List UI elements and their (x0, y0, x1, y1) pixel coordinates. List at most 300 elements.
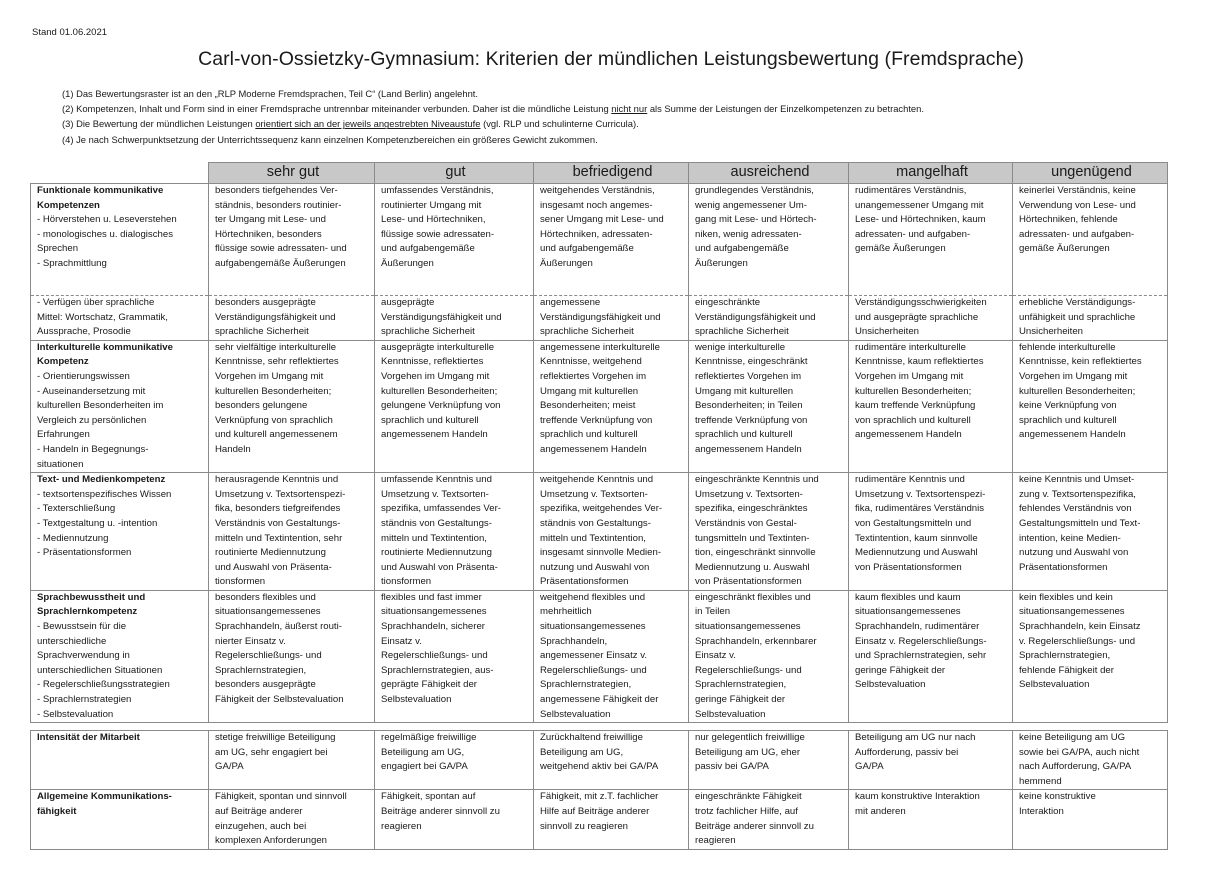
criterion-cell (375, 184, 534, 296)
criterion-label (31, 731, 209, 790)
cell-text: Aufforderung, passiv bei (855, 746, 959, 758)
criterion-cell (534, 340, 689, 472)
cell-text: routinierte Mediennutzung (215, 547, 326, 559)
criterion-subitem: situationen (37, 458, 84, 470)
criterion-subitem: - Selbstevaluation (37, 708, 114, 720)
cell-text: keine konstruktive (1019, 791, 1096, 803)
note-item (62, 101, 924, 116)
cell-text: Unsicherheiten (1019, 326, 1083, 338)
criterion-cell (1013, 731, 1168, 790)
cell-text: angemessene Fähigkeit der (540, 694, 659, 706)
cell-text: Beiträge anderer sinnvoll zu (381, 805, 500, 817)
criterion-subitem: Sprachverwendung in (37, 650, 130, 662)
cell-text: von Präsentationsformen (855, 561, 962, 573)
criterion-cell (375, 473, 534, 591)
cell-text: Präsentationsformen (540, 576, 629, 588)
cell-text: sprachlich und kulturell (695, 429, 793, 441)
cell-text: situationsangemessenes (215, 606, 321, 618)
cell-text: gang mit Lese- und Hörtech- (695, 214, 817, 226)
cell-text: geringe Fähigkeit der (855, 664, 946, 676)
cell-text: geprägte Fähigkeit der (381, 679, 477, 691)
criterion-cell (689, 790, 849, 850)
cell-text: am UG, sehr engagiert bei (215, 746, 328, 758)
criterion-cell (534, 184, 689, 296)
criterion-cell (849, 296, 1013, 341)
notes-list (62, 86, 924, 147)
note-text: (2) Kompetenzen, Inhalt und Form sind in einer Fremdsprache untrennbar miteinander verbunden. Daher ist die mündliche Leistung (62, 103, 612, 115)
cell-text: Sprachlernstrategien, (540, 679, 632, 691)
cell-text: Mediennutzung u. Auswahl (695, 561, 810, 573)
cell-text: Lese- und Hörtechniken, (381, 214, 486, 226)
cell-text: weitgehendes Verständnis, (540, 185, 655, 196)
cell-text: tungsmitteln und Textinten- (695, 532, 810, 544)
cell-text: flüssige sowie adressaten- (381, 228, 495, 240)
criterion-subitem: - Verfügen über sprachliche (37, 297, 155, 308)
criterion-subitem: - monologisches u. dialogisches (37, 228, 173, 240)
criterion-cell (209, 340, 375, 472)
grade-header-row (31, 163, 1168, 184)
cell-text: Sprachhandeln, erkennbarer (695, 635, 817, 647)
criterion-title: Sprachlernkompetenz (37, 606, 138, 618)
criterion-cell (1013, 473, 1168, 591)
criterion-cell (689, 590, 849, 722)
criterion-subitem: - Orientierungswissen (37, 370, 130, 382)
criterion-cell (209, 473, 375, 591)
criterion-cell (1013, 590, 1168, 722)
grade-header-befriedigend: befriedigend (534, 163, 689, 184)
cell-text: auf Beiträge anderer (215, 805, 303, 817)
criterion-row (31, 340, 1168, 472)
cell-text: ausgeprägte (381, 297, 435, 308)
cell-text: Besonderheiten; in Teilen (695, 400, 803, 412)
cell-text: ständnis von Gestaltungs- (381, 517, 492, 529)
criterion-title: fähigkeit (37, 805, 77, 817)
cell-text: umfassende Kenntnis und (381, 474, 492, 486)
cell-text: GA/PA (855, 761, 884, 773)
cell-text: keine Beteiligung am UG (1019, 732, 1126, 743)
criterion-cell (1013, 296, 1168, 341)
cell-text: Verständnis von Gestal- (695, 517, 797, 529)
cell-text: situationsangemessenes (381, 606, 487, 618)
criterion-cell (849, 790, 1013, 850)
criterion-subitem: - Mediennutzung (37, 532, 109, 544)
cell-text: von Präsentationsformen (695, 576, 802, 588)
cell-text: kaum konstruktive Interaktion (855, 791, 980, 803)
cell-text: fika, besonders tiefgreifendes (215, 503, 341, 515)
criterion-cell (209, 731, 375, 790)
cell-text: Beteiligung am UG, (540, 746, 624, 758)
cell-text: routinierte Mediennutzung (381, 547, 492, 559)
cell-text: Selbstevaluation (1019, 679, 1090, 691)
cell-text: Fähigkeit, spontan und sinnvoll (215, 791, 347, 803)
cell-text: situationsangemessenes (855, 606, 961, 618)
cell-text: Lese- und Hörtechniken, kaum (855, 214, 986, 226)
cell-text: Umgang mit kulturellen (540, 385, 639, 397)
cell-text: ständnis von Gestaltungs- (540, 517, 651, 529)
cell-text: fehlende interkulturelle (1019, 341, 1116, 353)
cell-text: Kenntnisse, kaum reflektiertes (855, 356, 984, 368)
grade-header-ungenuegend: ungenügend (1013, 163, 1168, 184)
cell-text: mehrheitlich (540, 606, 592, 618)
criterion-label (31, 184, 209, 296)
criterion-subitem: - Regelerschließungsstrategien (37, 679, 170, 691)
cell-text: Beteiligung am UG nur nach (855, 732, 976, 743)
criterion-subitem: - Handeln in Begegnungs- (37, 443, 149, 455)
cell-text: weitgehende Kenntnis und (540, 474, 654, 486)
criterion-subitem: Aussprache, Prosodie (37, 326, 131, 338)
cell-text: sprachliche Sicherheit (381, 326, 475, 338)
cell-text: mitteln und Textintention, (540, 532, 646, 544)
participation-row (31, 790, 1168, 850)
criterion-cell (534, 473, 689, 591)
cell-text: Sprachlernstrategien, aus- (381, 664, 494, 676)
criterion-cell (209, 184, 375, 296)
criterion-subitem: - Sprachmittlung (37, 257, 107, 269)
cell-text: Hörtechniken, fehlende (1019, 214, 1118, 226)
criterion-label (31, 790, 209, 850)
cell-text: Verständigungsfähigkeit und (695, 311, 816, 323)
criterion-cell (375, 296, 534, 341)
cell-text: ausgeprägte interkulturelle (381, 341, 495, 353)
cell-text: und Auswahl von Präsenta- (215, 561, 332, 573)
criterion-cell (209, 296, 375, 341)
cell-text: engagiert bei GA/PA (381, 761, 468, 773)
cell-text: Einsatz v. (381, 635, 422, 647)
cell-text: und aufgabengemäße (540, 243, 634, 255)
cell-text: nierter Einsatz v. (215, 635, 286, 647)
note-item (62, 116, 924, 131)
cell-text: besonders tiefgehendes Ver- (215, 185, 338, 196)
criterion-row (31, 184, 1168, 296)
cell-text: ter Umgang mit Lese- und (215, 214, 326, 226)
cell-text: besonders ausgeprägte (215, 297, 316, 308)
cell-text: Sprachhandeln, rudimentärer (855, 621, 980, 633)
cell-text: in Teilen (695, 606, 731, 618)
grade-header-ausreichend: ausreichend (689, 163, 849, 184)
criterion-cell (209, 590, 375, 722)
criterion-title: Allgemeine Kommunikations- (37, 791, 172, 803)
criteria-table (30, 162, 1168, 723)
cell-text: angemessenem Handeln (855, 429, 962, 441)
cell-text: niken, wenig adressaten- (695, 228, 802, 240)
note-item (62, 132, 924, 147)
criterion-cell (1013, 790, 1168, 850)
cell-text: weitgehend aktiv bei GA/PA (540, 761, 659, 773)
cell-text: spezifika, eingeschränktes (695, 503, 808, 515)
cell-text: Umsetzung v. Textsortenspezi- (215, 488, 346, 500)
criterion-subitem: - Auseinandersetzung mit (37, 385, 146, 397)
cell-text: Zurückhaltend freiwillige (540, 732, 643, 743)
cell-text: einzugehen, auch bei (215, 820, 307, 832)
cell-text: Sprachlernstrategien, (215, 664, 307, 676)
cell-text: Verständigungsschwierigkeiten (855, 297, 987, 308)
cell-text: keinerlei Verständnis, keine (1019, 185, 1136, 196)
criterion-title: Kompetenz (37, 356, 89, 368)
cell-text: und aufgabengemäße (381, 243, 475, 255)
criterion-row (31, 473, 1168, 591)
criterion-title: Text- und Medienkompetenz (37, 474, 166, 486)
criterion-cell (849, 590, 1013, 722)
cell-text: tionsformen (381, 576, 432, 588)
cell-text: sprachliche Sicherheit (215, 326, 309, 338)
criterion-cell (849, 731, 1013, 790)
note-emphasis: nicht nur (611, 103, 648, 115)
cell-text: Fähigkeit der Selbstevaluation (215, 694, 344, 706)
criterion-cell (689, 184, 849, 296)
cell-text: Umsetzung v. Textsorten- (381, 488, 489, 500)
cell-text: sinnvoll zu reagieren (540, 820, 628, 832)
date-stamp: Stand 01.06.2021 (32, 27, 108, 38)
cell-text: angemessener Einsatz v. (540, 650, 648, 662)
cell-text: keine Kenntnis und Umset- (1019, 474, 1135, 486)
cell-text: unangemessener Umgang mit (855, 199, 984, 211)
cell-text: von Gestaltungsmitteln und (855, 517, 972, 529)
cell-text: Beiträge anderer sinnvoll zu (695, 820, 814, 832)
cell-text: Selbstevaluation (381, 694, 452, 706)
cell-text: passiv bei GA/PA (695, 761, 769, 773)
note-text: (3) Die Bewertung der mündlichen Leistungen (62, 118, 256, 130)
criterion-row (31, 590, 1168, 722)
cell-text: Besonderheiten; meist (540, 400, 636, 412)
cell-text: Selbstevaluation (540, 708, 611, 720)
cell-text: erhebliche Verständigungs- (1019, 297, 1136, 308)
cell-text: kulturellen Besonderheiten; (215, 385, 332, 397)
criterion-cell (534, 296, 689, 341)
cell-text: Sprachlernstrategien, (1019, 650, 1111, 662)
cell-text: spezifika, weitgehendes Ver- (540, 503, 663, 515)
cell-text: herausragende Kenntnis und (215, 474, 339, 486)
cell-text: flüssige sowie adressaten- und (215, 243, 347, 255)
cell-text: besonders ausgeprägte (215, 679, 316, 691)
cell-text: zung v. Textsortenspezifika, (1019, 488, 1136, 500)
grade-header-mangelhaft: mangelhaft (849, 163, 1013, 184)
cell-text: adressaten- und aufgaben- (855, 228, 971, 240)
page-title: Carl-von-Ossietzky-Gymnasium: Kriterien der mündlichen Leistungsbewertung (Fremdsprache) (198, 48, 1024, 70)
criterion-cell (1013, 340, 1168, 472)
cell-text: eingeschränkte Kenntnis und (695, 474, 819, 486)
cell-text: Verknüpfung von sprachlich (215, 414, 333, 426)
criterion-subitem: Sprechen (37, 243, 79, 255)
cell-text: trotz fachlicher Hilfe, auf (695, 805, 798, 817)
cell-text: Regelerschließungs- und (381, 650, 488, 662)
cell-text: gemäße Äußerungen (1019, 243, 1110, 255)
criterion-row (31, 296, 1168, 341)
cell-text: fika, rudimentäres Verständnis (855, 503, 985, 515)
cell-text: Hörtechniken, besonders (215, 228, 322, 240)
cell-text: besonders flexibles und (215, 591, 316, 603)
participation-table (30, 730, 1168, 850)
cell-text: GA/PA (215, 761, 244, 773)
criterion-subitem: Vergleich zu persönlichen (37, 414, 147, 426)
cell-text: angemessenem Handeln (1019, 429, 1126, 441)
cell-text: wenige interkulturelle (695, 341, 786, 353)
cell-text: nach Aufforderung, GA/PA (1019, 761, 1132, 773)
cell-text: von sprachlich und kulturell (855, 414, 971, 426)
criterion-subitem: - textsortenspezifisches Wissen (37, 488, 172, 500)
cell-text: Fähigkeit, mit z.T. fachlicher (540, 791, 659, 803)
criterion-subitem: - Bewusstsein für die (37, 621, 127, 633)
header-corner (31, 163, 209, 184)
cell-text: keine Verknüpfung von (1019, 400, 1117, 412)
criterion-label (31, 296, 209, 341)
cell-text: mit anderen (855, 805, 906, 817)
cell-text: rudimentäre Kenntnis und (855, 474, 965, 486)
criterion-title: Kompetenzen (37, 199, 100, 211)
cell-text: nutzung und Auswahl von (1019, 547, 1129, 559)
criterion-cell (375, 590, 534, 722)
cell-text: Verständigungsfähigkeit und (540, 311, 661, 323)
cell-text: regelmäßige freiwillige (381, 732, 477, 743)
cell-text: weitgehend flexibles und (540, 591, 646, 603)
cell-text: kaum flexibles und kaum (855, 591, 961, 603)
cell-text: reflektiertes Vorgehen im (695, 370, 802, 382)
cell-text: Äußerungen (381, 257, 434, 269)
cell-text: und Sprachlernstrategien, sehr (855, 650, 987, 662)
criterion-cell (849, 340, 1013, 472)
cell-text: kulturellen Besonderheiten; (381, 385, 498, 397)
cell-text: eingeschränkt flexibles und (695, 591, 811, 603)
cell-text: Interaktion (1019, 805, 1064, 817)
criterion-cell (534, 590, 689, 722)
criterion-label (31, 590, 209, 722)
cell-text: gemäße Äußerungen (855, 243, 946, 255)
cell-text: situationsangemessenes (540, 621, 646, 633)
cell-text: Selbstevaluation (695, 708, 766, 720)
cell-text: Verständnis von Gestaltungs- (215, 517, 341, 529)
cell-text: Äußerungen (540, 257, 593, 269)
cell-text: fehlende Fähigkeit der (1019, 664, 1114, 676)
note-text: (4) Je nach Schwerpunktsetzung der Unterrichtssequenz kann einzelnen Kompetenzbereichen ein größeres Gewicht zukommen. (62, 133, 598, 145)
cell-text: rudimentäre interkulturelle (855, 341, 966, 353)
note-item (62, 86, 924, 101)
cell-text: angemessenem Handeln (381, 429, 488, 441)
cell-text: sowie bei GA/PA, auch nicht (1019, 746, 1140, 758)
cell-text: treffende Verknüpfung von (540, 414, 653, 426)
cell-text: Kenntnisse, reflektiertes (381, 356, 484, 368)
cell-text: Vorgehen im Umgang mit (381, 370, 490, 382)
cell-text: aufgabengemäße Äußerungen (215, 257, 346, 269)
cell-text: sprachlich und kulturell (381, 414, 479, 426)
cell-text: Einsatz v. Regelerschließungs- (855, 635, 987, 647)
criterion-subitem: unterschiedliche (37, 635, 107, 647)
criterion-subitem: Mittel: Wortschatz, Grammatik, (37, 311, 168, 323)
cell-text: Selbstevaluation (855, 679, 926, 691)
cell-text: Umgang mit kulturellen (695, 385, 794, 397)
criterion-subitem: - Präsentationsformen (37, 547, 132, 559)
cell-text: situationsangemessenes (695, 621, 801, 633)
cell-text: Beteiligung am UG, eher (695, 746, 801, 758)
cell-text: geringe Fähigkeit der (695, 694, 786, 706)
criterion-cell (209, 790, 375, 850)
cell-text: eingeschränkte Fähigkeit (695, 791, 802, 803)
cell-text: spezifika, umfassendes Ver- (381, 503, 501, 515)
cell-text: insgesamt sinnvolle Medien- (540, 547, 662, 559)
criterion-cell (689, 296, 849, 341)
criterion-label (31, 473, 209, 591)
cell-text: Sprachhandeln, sicherer (381, 621, 485, 633)
cell-text: und Auswahl von Präsenta- (381, 561, 498, 573)
criterion-cell (689, 731, 849, 790)
criterion-subitem: Erfahrungen (37, 429, 90, 441)
criterion-cell (375, 790, 534, 850)
cell-text: komplexen Anforderungen (215, 835, 328, 847)
cell-text: treffende Verknüpfung von (695, 414, 808, 426)
cell-text: Vorgehen im Umgang mit (1019, 370, 1128, 382)
cell-text: nur gelegentlich freiwillige (695, 732, 805, 743)
cell-text: tionsformen (215, 576, 266, 588)
cell-text: Unsicherheiten (855, 326, 919, 338)
cell-text: umfassendes Verständnis, (381, 185, 494, 196)
cell-text: kulturellen Besonderheiten; (855, 385, 972, 397)
cell-text: tion, eingeschränkt sinnvolle (695, 547, 816, 559)
cell-text: und kulturell angemessenem (215, 429, 338, 441)
cell-text: Kenntnisse, kein reflektiertes (1019, 356, 1142, 368)
cell-text: mitteln und Textintention, sehr (215, 532, 343, 544)
criterion-title: Sprachbewusstheit und (37, 591, 146, 603)
cell-text: v. Regelerschließungs- und (1019, 635, 1136, 647)
cell-text: Sprachhandeln, äußerst routi- (215, 621, 342, 633)
note-text: (vgl. RLP und schulinterne Curricula). (480, 118, 639, 130)
cell-text: Textintention, kaum sinnvolle (855, 532, 978, 544)
criterion-cell (849, 184, 1013, 296)
cell-text: kaum treffende Verknüpfung (855, 400, 976, 412)
cell-text: Handeln (215, 443, 251, 455)
cell-text: Kenntnisse, weitgehend (540, 356, 642, 368)
cell-text: unfähigkeit und sprachliche (1019, 311, 1136, 323)
cell-text: rudimentäres Verständnis, (855, 185, 967, 196)
cell-text: Verständigungsfähigkeit und (381, 311, 502, 323)
cell-text: Gestaltungsmitteln und Text- (1019, 517, 1141, 529)
cell-text: Verwendung von Lese- und (1019, 199, 1136, 211)
cell-text: und ausgeprägte sprachliche (855, 311, 979, 323)
cell-text: reagieren (381, 820, 422, 832)
cell-text: Regelerschließungs- und (695, 664, 802, 676)
cell-text: Sprachhandeln, kein Einsatz (1019, 621, 1141, 633)
cell-text: Umsetzung v. Textsortenspezi- (855, 488, 986, 500)
cell-text: nutzung und Auswahl von (540, 561, 650, 573)
criterion-subitem: kulturellen Besonderheiten im (37, 400, 164, 412)
cell-text: mitteln und Textintention, (381, 532, 487, 544)
cell-text: wenig angemessener Um- (695, 199, 807, 211)
cell-text: angemessene interkulturelle (540, 341, 660, 353)
cell-text: Beteiligung am UG, (381, 746, 465, 758)
cell-text: Regelerschließungs- und (215, 650, 322, 662)
cell-text: fehlendes Verständnis von (1019, 503, 1132, 515)
criterion-title: Funktionale kommunikative (37, 185, 164, 196)
cell-text: sener Umgang mit Lese- und (540, 214, 664, 226)
cell-text: sprachlich und kulturell (1019, 414, 1117, 426)
cell-text: insgesamt noch angemes- (540, 199, 653, 211)
note-text: als Summe der Leistungen der Einzelkompetenzen zu betrachten. (647, 103, 924, 115)
note-emphasis: orientiert sich an der jeweils angestrebten Niveaustufe (255, 118, 481, 130)
cell-text: angemessenem Handeln (540, 443, 647, 455)
cell-text: reflektiertes Vorgehen im (540, 370, 647, 382)
criterion-subitem: - Hörverstehen u. Leseverstehen (37, 214, 177, 226)
cell-text: kein flexibles und kein (1019, 591, 1113, 603)
cell-text: Hörtechniken, adressaten- (540, 228, 653, 240)
criterion-label (31, 340, 209, 472)
cell-text: angemessene (540, 297, 601, 308)
cell-text: Regelerschließungs- und (540, 664, 647, 676)
cell-text: adressaten- und aufgaben- (1019, 228, 1135, 240)
criterion-cell (689, 340, 849, 472)
criterion-cell (1013, 184, 1168, 296)
cell-text: Umsetzung v. Textsorten- (695, 488, 803, 500)
cell-text: sehr vielfältige interkulturelle (215, 341, 337, 353)
cell-text: situationsangemessenes (1019, 606, 1125, 618)
criterion-cell (849, 473, 1013, 591)
cell-text: reagieren (695, 835, 736, 847)
